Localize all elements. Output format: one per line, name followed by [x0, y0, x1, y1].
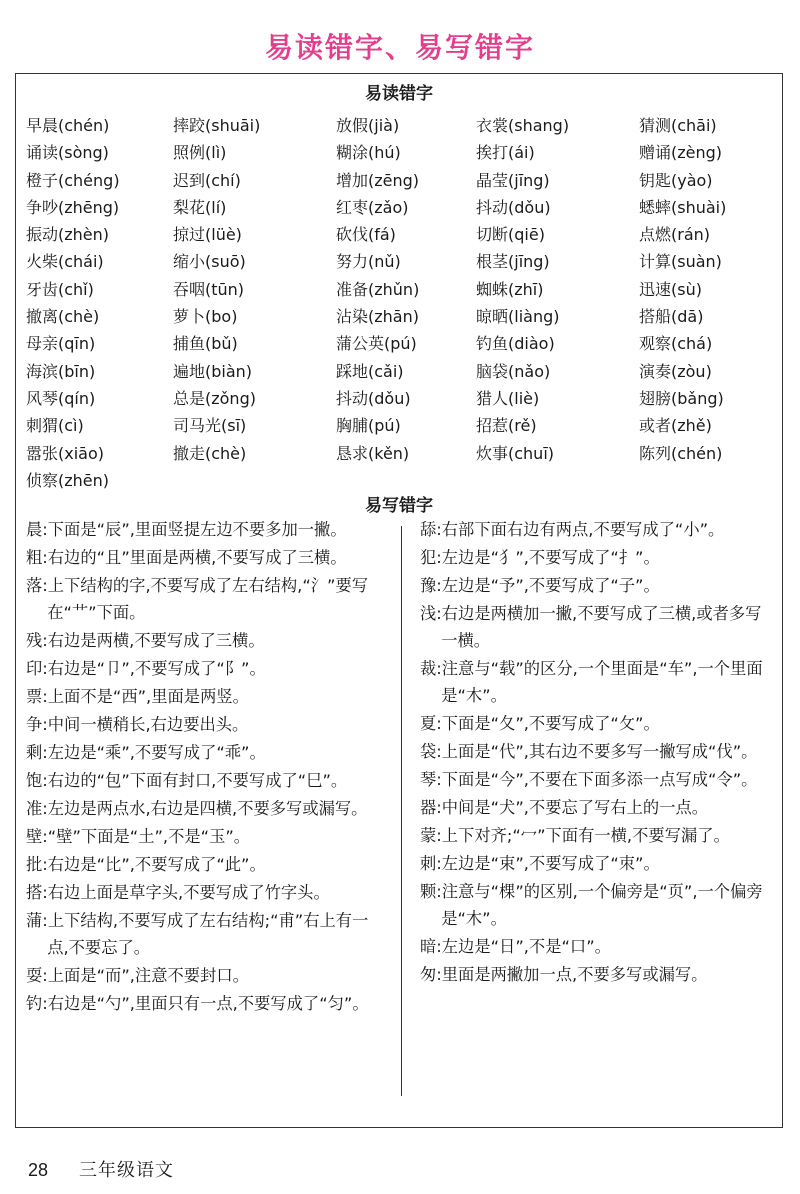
read-word-grid — [26, 112, 776, 494]
read-word-item: 振动(zhèn) — [26, 225, 110, 245]
read-word-item: 总是(zǒng) — [173, 388, 256, 408]
read-word-item: 摔跤(shuāi) — [173, 116, 261, 135]
write-entry: 裁:注意与“载”的区分,一个里面是“车”,一个里面是“木”。 — [420, 659, 763, 705]
page-title: 易读错字、易写错字 — [264, 31, 535, 64]
write-entry: 饱:右边的“包”下面有封口,不要写成了“巳”。 — [26, 771, 348, 790]
read-word-item: 踩地(cǎi) — [336, 361, 404, 381]
book-label: 三年级语文 — [79, 1160, 175, 1181]
read-word-item: 晶莹(jīng) — [476, 170, 550, 190]
read-word-item: 挨打(ái) — [476, 143, 535, 163]
column-divider — [401, 526, 402, 1096]
read-word-item: 萝卜(bo) — [173, 307, 238, 327]
read-word-item: 刺猬(cì) — [26, 416, 84, 436]
write-entry: 争:中间一横稍长,右边要出头。 — [26, 715, 249, 734]
read-word-item: 砍伐(fá) — [336, 225, 396, 245]
write-entry: 搭:右边上面是草字头,不要写成了竹字头。 — [26, 883, 330, 902]
read-word-item: 司马光(sī) — [173, 416, 247, 436]
write-entry: 刺:左边是“束”,不要写成了“朿”。 — [420, 854, 660, 873]
read-word-item: 缩小(suō) — [173, 252, 246, 272]
read-word-item: 吞咽(tūn) — [173, 279, 245, 299]
read-word-item: 观察(chá) — [639, 334, 713, 354]
read-word-item: 迟到(chí) — [173, 170, 241, 190]
read-word-item: 捕鱼(bǔ) — [173, 334, 238, 354]
read-word-item: 母亲(qīn) — [26, 334, 96, 354]
write-entry: 袋:上面是“代”,其右边不要多写一撇写成“伐”。 — [420, 742, 758, 761]
write-entry: 豫:左边是“予”,不要写成了“子”。 — [420, 576, 660, 595]
read-word-item: 切断(qiē) — [476, 225, 545, 245]
write-section-heading: 易写错字 — [365, 496, 433, 516]
read-word-item: 陈列(chén) — [639, 443, 723, 463]
write-entry: 犯:左边是“犭”,不要写成了“扌”。 — [420, 548, 660, 567]
write-entry: 浅:右边是两横加一撇,不要写成了三横,或者多写一横。 — [420, 604, 762, 650]
write-entry: 夏:下面是“夂”,不要写成了“攵”。 — [420, 714, 660, 733]
write-entry: 准:左边是两点水,右边是四横,不要多写或漏写。 — [26, 799, 368, 818]
read-word-item: 抖动(dǒu) — [336, 388, 411, 408]
write-entry: 批:右边是“比”,不要写成了“此”。 — [26, 855, 266, 874]
write-entry: 残:右边是两横,不要写成了三横。 — [26, 631, 265, 650]
read-section-heading: 易读错字 — [365, 84, 433, 104]
write-entry: 落:上下结构的字,不要写成了左右结构,“氵”要写在“艹”下面。 — [26, 576, 369, 622]
page-footer — [28, 1156, 174, 1182]
read-word-item: 晾晒(liàng) — [476, 307, 560, 327]
write-entry: 颗:注意与“棵”的区别,一个偏旁是“页”,一个偏旁是“木”。 — [420, 882, 763, 928]
write-entry: 暗:左边是“日”,不是“口”。 — [420, 937, 611, 956]
write-entry: 钓:右边是“勺”,里面只有一点,不要写成了“匀”。 — [26, 994, 369, 1013]
read-word-item: 掠过(lüè) — [173, 225, 242, 245]
read-word-item: 早晨(chén) — [26, 116, 110, 135]
read-word-item: 糊涂(hú) — [336, 143, 401, 163]
write-entry: 舔:右部下面右边有两点,不要写成了“小”。 — [420, 520, 725, 539]
write-right-column — [420, 516, 776, 989]
read-word-item: 侦察(zhēn) — [26, 470, 110, 490]
write-entry: 耍:上面是“而”,注意不要封口。 — [26, 966, 249, 985]
read-word-item: 撤离(chè) — [26, 307, 100, 327]
write-entry: 匆:里面是两撇加一点,不要多写或漏写。 — [420, 965, 708, 984]
read-word-item: 胸脯(pú) — [336, 416, 401, 436]
read-word-item: 红枣(zǎo) — [336, 197, 409, 217]
read-word-item: 计算(suàn) — [639, 252, 722, 272]
read-word-item: 照例(lì) — [173, 143, 227, 163]
read-word-item: 梨花(lí) — [173, 197, 227, 217]
read-word-item: 猜测(chāi) — [639, 116, 717, 135]
write-entry: 粗:右边的“且”里面是两横,不要写成了三横。 — [26, 548, 347, 567]
read-word-item: 脑袋(nǎo) — [476, 361, 551, 381]
read-word-item: 遍地(biàn) — [173, 361, 253, 381]
read-word-item: 争吵(zhēng) — [26, 197, 120, 217]
write-left-column — [26, 516, 386, 1018]
content-frame — [15, 73, 783, 1128]
write-entry: 器:中间是“犬”,不要忘了写右上的一点。 — [420, 798, 709, 817]
read-word-item: 牙齿(chǐ) — [26, 279, 94, 299]
read-word-item: 炊事(chuī) — [476, 443, 555, 463]
read-word-item: 赠诵(zèng) — [639, 143, 723, 163]
read-word-item: 撤走(chè) — [173, 443, 247, 463]
read-word-item: 嚣张(xiāo) — [26, 443, 104, 463]
read-word-item: 衣裳(shang) — [476, 116, 570, 135]
read-word-item: 演奏(zòu) — [639, 361, 712, 381]
read-word-item: 橙子(chéng) — [26, 170, 120, 190]
read-word-item: 增加(zēng) — [336, 170, 420, 190]
read-word-item: 翅膀(bǎng) — [639, 388, 724, 408]
read-word-item: 放假(jià) — [336, 116, 400, 135]
read-word-item: 招惹(rě) — [476, 416, 537, 436]
read-word-item: 海滨(bīn) — [26, 361, 96, 381]
read-word-item: 准备(zhǔn) — [336, 279, 420, 299]
write-entry: 票:上面不是“西”,里面是两竖。 — [26, 687, 249, 706]
read-word-item: 钓鱼(diào) — [476, 334, 555, 354]
read-word-item: 根茎(jīng) — [476, 252, 550, 272]
read-word-item: 或者(zhě) — [639, 416, 712, 436]
read-word-item: 风琴(qín) — [26, 388, 96, 408]
read-word-item: 恳求(kěn) — [336, 443, 410, 463]
read-word-item: 蜘蛛(zhī) — [476, 279, 544, 299]
write-entry: 琴:下面是“今”,不要在下面多添一点写成“令”。 — [420, 770, 758, 789]
read-word-item: 蒲公英(pú) — [336, 334, 417, 354]
read-word-item: 迅速(sù) — [639, 279, 702, 299]
read-word-item: 猎人(liè) — [476, 388, 540, 408]
page-number: 28 — [28, 1160, 49, 1180]
write-entry: 蒲:上下结构,不要写成了左右结构;“甫”右上有一点,不要忘了。 — [26, 911, 369, 957]
read-word-item: 蟋蟀(shuài) — [639, 197, 727, 217]
read-word-item: 搭船(dā) — [639, 307, 704, 327]
write-entry: 晨:下面是“辰”,里面竖提左边不要多加一撇。 — [26, 520, 347, 539]
write-entry: 壁:“壁”下面是“土”,不是“玉”。 — [26, 827, 251, 846]
read-word-item: 火柴(chái) — [26, 252, 104, 272]
write-entry: 蒙:上下对齐;“冖”下面有一横,不要写漏了。 — [420, 826, 730, 845]
read-word-item: 抖动(dǒu) — [476, 197, 551, 217]
read-word-item: 点燃(rán) — [639, 225, 711, 245]
read-word-item: 努力(nǔ) — [336, 252, 401, 272]
write-entry: 剩:左边是“乘”,不要写成了“乖”。 — [26, 743, 266, 762]
write-entry: 印:右边是“卩”,不要写成了“阝”。 — [26, 659, 266, 678]
read-word-item: 诵读(sòng) — [26, 143, 109, 163]
read-word-item: 钥匙(yào) — [639, 170, 713, 190]
read-word-item: 沾染(zhān) — [336, 307, 419, 327]
